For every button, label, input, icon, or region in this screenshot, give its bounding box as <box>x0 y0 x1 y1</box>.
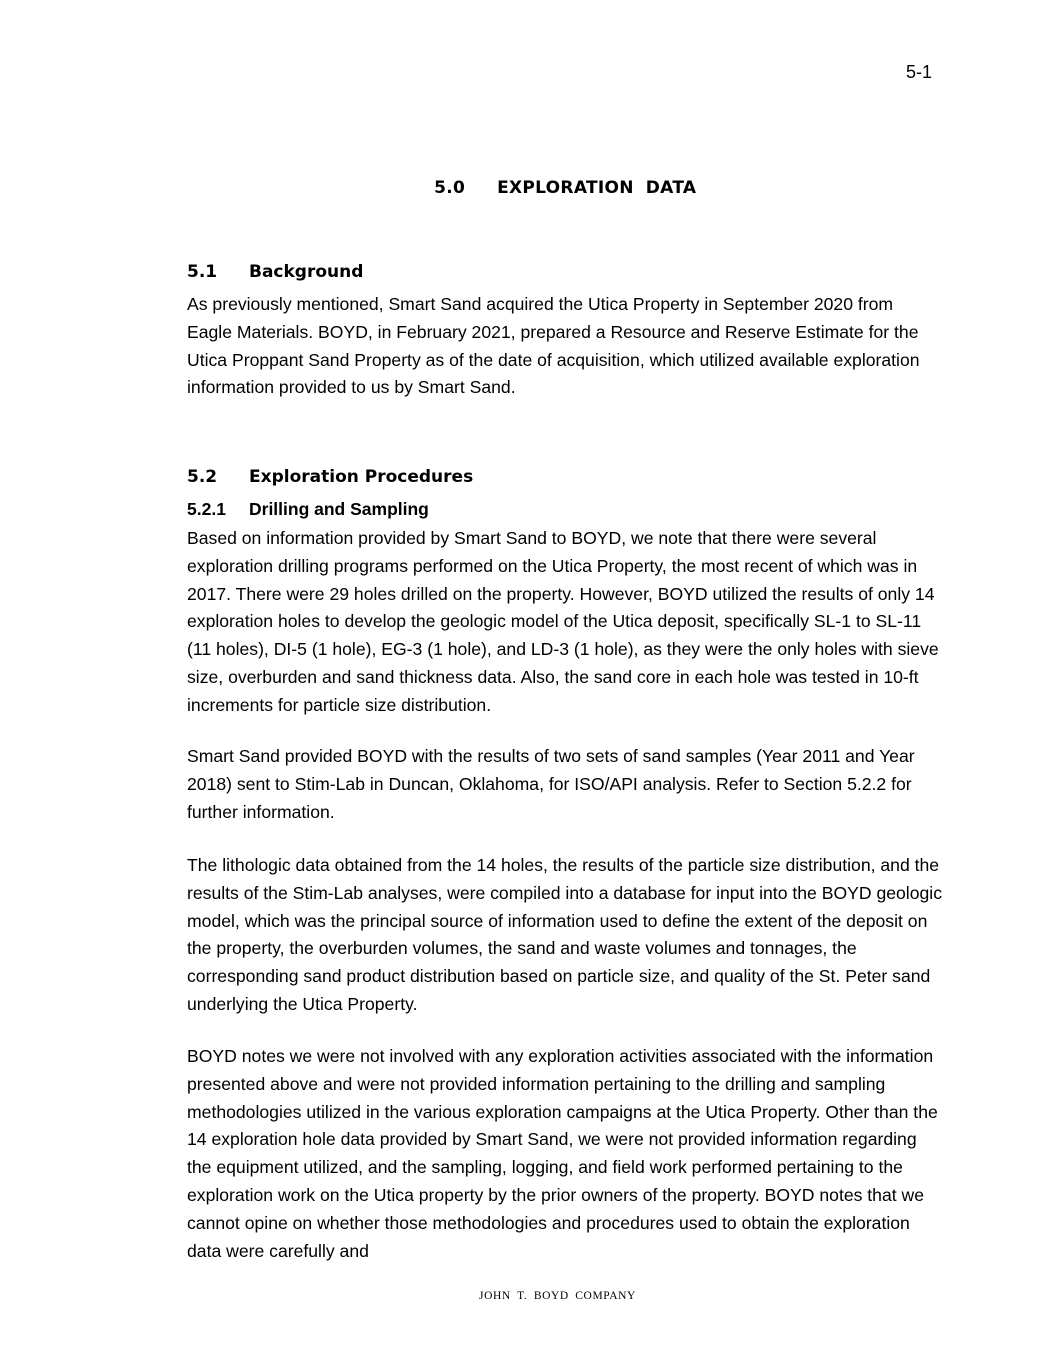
drilling-paragraph-2: Smart Sand provided BOYD with the results of two sets of sand samples (Year 2011 and Year 2018) sent to Stim-Lab in Duncan, Oklahoma, for ISO/API analysis. Refer to Section 5.2.2 for further information. <box>187 746 915 822</box>
chapter-title-word2: DATA <box>645 178 697 198</box>
drilling-paragraph-3: The lithologic data obtained from the 14 holes, the results of the particle size distribution, and the results of the Stim-Lab analyses, were compiled into a database for input into the BOYD geologic model, which was the principal source of information used to define the extent of the deposit on the property, the overburden volumes, the sand and waste volumes and tonnages, the corresponding sand product distribution based on particle size, and quality of the St. Peter sand underlying the Utica Property. <box>187 855 942 1014</box>
page-number: 5-1 <box>905 62 932 82</box>
chapter-title <box>0 158 1055 198</box>
subsection-number: 5.2.1 <box>187 499 226 519</box>
subsection-5-2-1-heading <box>187 499 429 520</box>
section-title: Exploration Procedures <box>249 467 474 487</box>
section-title: Background <box>249 262 364 282</box>
section-5-1-heading <box>187 262 363 282</box>
drilling-paragraph-4: BOYD notes we were not involved with any exploration activities associated with the information presented above and were not provided information pertaining to the drilling and sampling methodologies utilized in the various exploration campaigns at the Utica Property. Other than the 14 exploration hole data provided by Smart Sand, we were not provided information regarding the equipment utilized, and the sampling, logging, and field work performed pertaining to the exploration work on the Utica property by the prior owners of the property. BOYD notes that we cannot opine on whether those methodologies and procedures used to obtain the exploration data were carefully and <box>187 1046 938 1261</box>
chapter-title-word1: EXPLORATION <box>497 178 634 198</box>
background-paragraph: As previously mentioned, Smart Sand acquired the Utica Property in September 2020 from Eagle Materials. BOYD, in February 2021, prepared a Resource and Reserve Estimate for the Utica Proppant Sand Property as of the date of acquisition, which utilized available exploration information provided to us by Smart Sand. <box>187 294 920 398</box>
subsection-title: Drilling and Sampling <box>249 499 429 519</box>
section-number: 5.1 <box>187 262 218 282</box>
chapter-number: 5.0 <box>434 178 466 198</box>
drilling-paragraph-1: Based on information provided by Smart Sand to BOYD, we note that there were several exploration drilling programs performed on the Utica Property, the most recent of which was in 2017. There were 29 holes drilled on the property. However, BOYD utilized the results of only 14 exploration holes to develop the geologic model of the Utica deposit, specifically SL-1 to SL-11 (11 holes), DI-5 (1 hole), EG-3 (1 hole), and LD-3 (1 hole), as they were the only holes with sieve size, overburden and sand thickness data. Also, the sand core in each hole was tested in 10-ft increments for particle size distribution. <box>187 528 939 715</box>
footer-company-name: JOHN T. BOYD COMPANY <box>479 1290 636 1302</box>
section-5-2-heading <box>187 467 473 487</box>
section-number: 5.2 <box>187 467 218 487</box>
